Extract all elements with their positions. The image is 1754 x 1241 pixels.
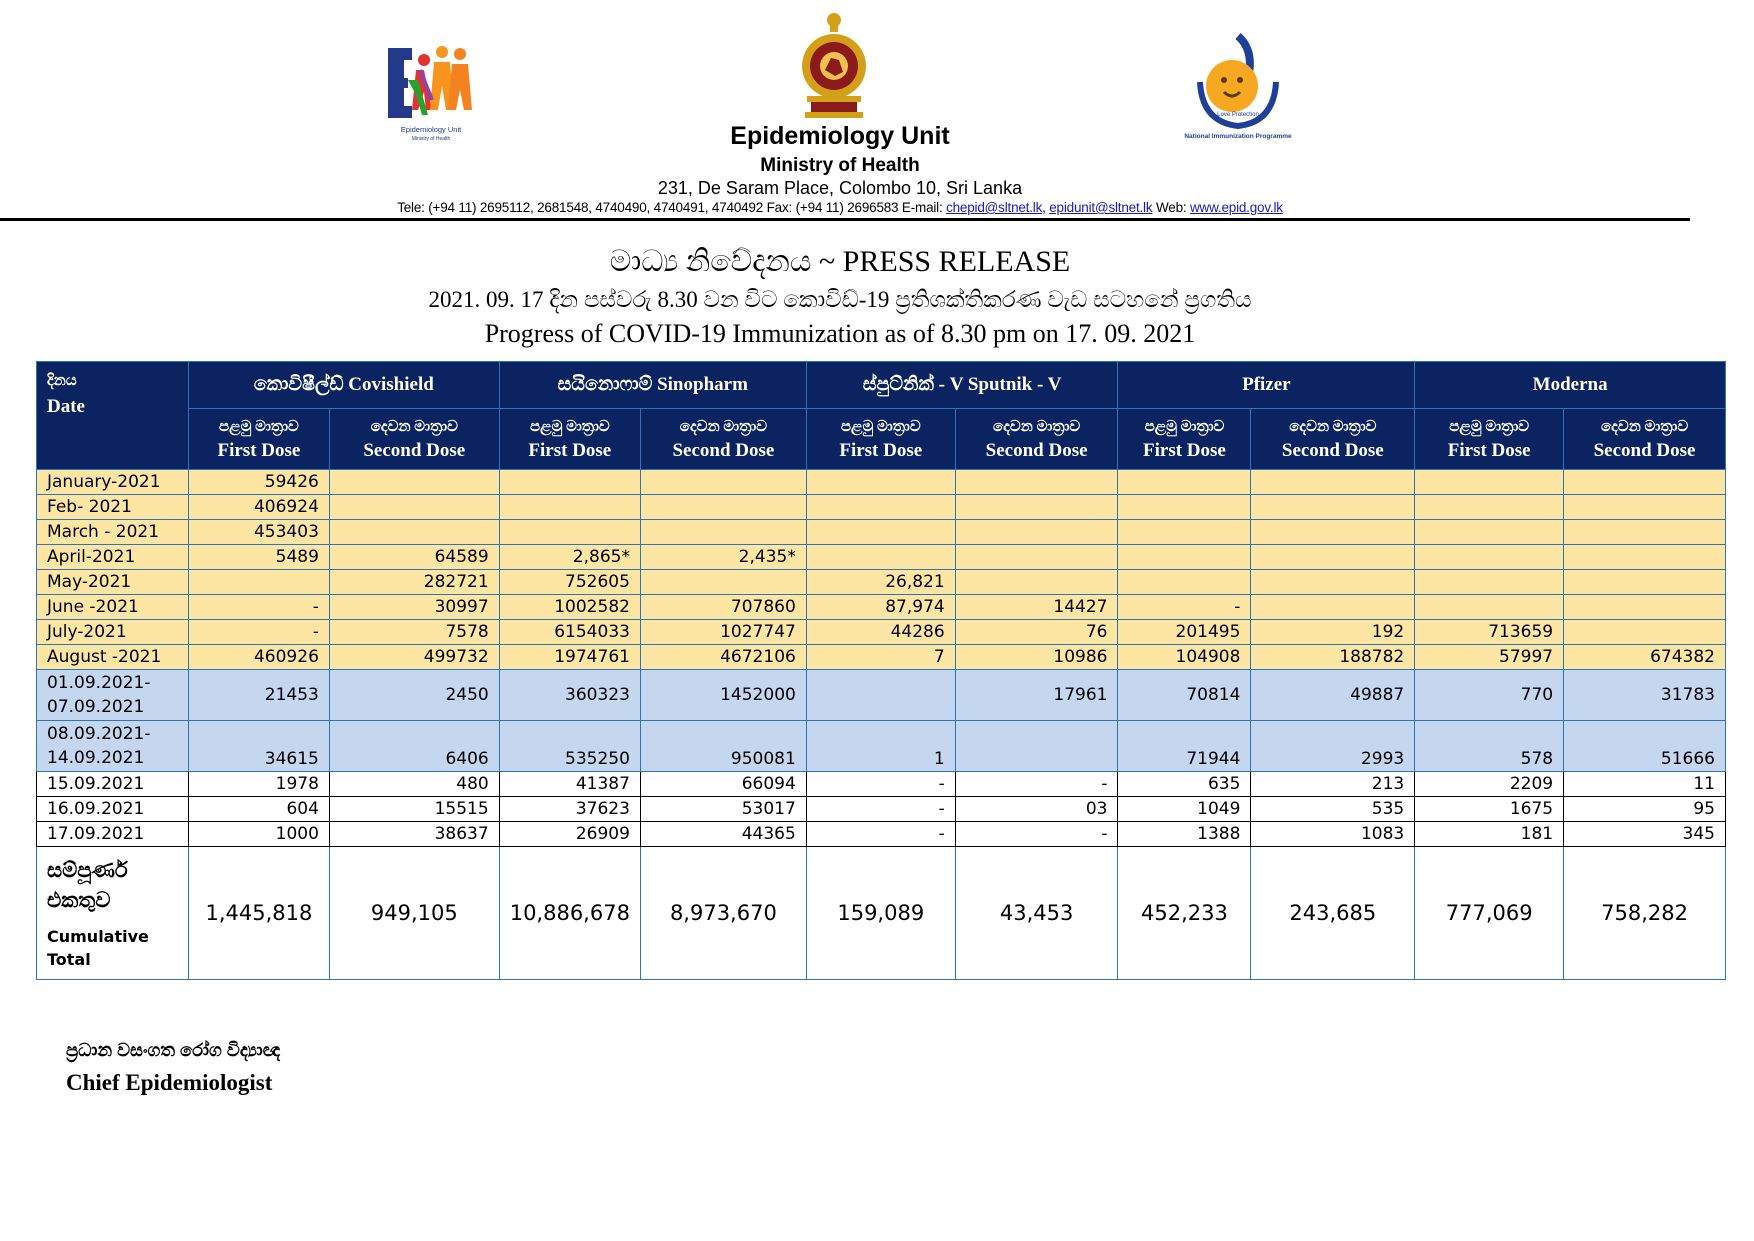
dose-count-cell: 674382 xyxy=(1564,645,1726,670)
dose-count-cell: 26909 xyxy=(499,822,640,847)
cumulative-total-label xyxy=(37,847,189,980)
table-row xyxy=(37,797,1726,822)
row-date: April-2021 xyxy=(37,545,189,570)
dose-count-cell xyxy=(1251,595,1415,620)
dose-count-cell xyxy=(329,520,499,545)
dose-count-cell xyxy=(1415,570,1564,595)
dose-count-cell: 7578 xyxy=(329,620,499,645)
dose-count-cell: 770 xyxy=(1415,670,1564,721)
dose-count-cell: - xyxy=(806,822,955,847)
dose-count-cell xyxy=(1415,520,1564,545)
ministry-name: Ministry of Health xyxy=(760,155,920,176)
table-row xyxy=(37,495,1726,520)
dose-count-cell: 7 xyxy=(806,645,955,670)
dose-count-cell: 1002582 xyxy=(499,595,640,620)
dose-count-cell xyxy=(1118,495,1251,520)
dose-label-en: Second Dose xyxy=(363,440,466,461)
dose-count-cell: 51666 xyxy=(1564,721,1726,772)
dose-label-si: පළමු මාත්‍රාව xyxy=(840,419,921,435)
dose-count-cell: 1978 xyxy=(188,772,329,797)
dose-count-cell: 30997 xyxy=(329,595,499,620)
dose-label-en: First Dose xyxy=(839,440,923,461)
web-label: Web: xyxy=(1152,200,1190,215)
dose-count-cell: - xyxy=(806,797,955,822)
dose-label-si: දෙවන මාත්‍රාව xyxy=(1600,419,1689,435)
dose-count-cell: 59426 xyxy=(188,470,329,495)
dose-count-cell xyxy=(1415,470,1564,495)
dose-count-cell: 03 xyxy=(955,797,1118,822)
dose-count-cell: 535250 xyxy=(499,721,640,772)
dose-count-cell: 11 xyxy=(1564,772,1726,797)
row-date-end: 07.09.2021 xyxy=(47,697,145,717)
dose-count-cell: 360323 xyxy=(499,670,640,721)
dose-count-cell: 188782 xyxy=(1251,645,1415,670)
table-row xyxy=(37,570,1726,595)
dose-count-cell xyxy=(955,570,1118,595)
dose-count-cell: 2209 xyxy=(1415,772,1564,797)
dose-count-cell: 87,974 xyxy=(806,595,955,620)
dose-count-cell: - xyxy=(1118,595,1251,620)
dose-count-cell: 64589 xyxy=(329,545,499,570)
dose-count-cell xyxy=(806,520,955,545)
table-row xyxy=(37,670,1726,721)
dose-count-cell: 707860 xyxy=(640,595,806,620)
vaccine-header-sputnik: ස්පුට්නික් - V Sputnik - V xyxy=(806,362,1118,409)
dose-count-cell: 10986 xyxy=(955,645,1118,670)
dose-count-cell: 213 xyxy=(1251,772,1415,797)
dose-count-cell: 38637 xyxy=(329,822,499,847)
dose-count-cell: 406924 xyxy=(188,495,329,520)
immunization-table xyxy=(36,361,1726,980)
table-row xyxy=(37,645,1726,670)
total-label-en: Cumulative Total xyxy=(47,927,149,969)
dose-count-cell: 4672106 xyxy=(640,645,806,670)
dose-label-si: පළමු මාත්‍රාව xyxy=(219,419,299,435)
table-row xyxy=(37,620,1726,645)
dose-count-cell xyxy=(1564,495,1726,520)
dose-count-cell: - xyxy=(188,595,329,620)
dose-count-cell: 26,821 xyxy=(806,570,955,595)
dose-label-si: දෙවන මාත්‍රාව xyxy=(992,419,1081,435)
dose-count-cell: 17961 xyxy=(955,670,1118,721)
dose-count-cell xyxy=(1564,570,1726,595)
address: 231, De Saram Place, Colombo 10, Sri Lanka xyxy=(657,178,1023,198)
organization-name: Epidemiology Unit xyxy=(730,122,950,150)
dose-count-cell: 181 xyxy=(1415,822,1564,847)
dose-count-cell xyxy=(1251,495,1415,520)
dose-count-cell: - xyxy=(955,822,1118,847)
dose-count-cell: - xyxy=(188,620,329,645)
row-date: 16.09.2021 xyxy=(37,797,189,822)
dose-count-cell xyxy=(640,520,806,545)
dose-count-cell: 282721 xyxy=(329,570,499,595)
dose-count-cell xyxy=(1564,595,1726,620)
dose-header-first xyxy=(1118,409,1251,470)
dose-count-cell: 21453 xyxy=(188,670,329,721)
dose-count-cell: 1083 xyxy=(1251,822,1415,847)
dose-count-cell: 37623 xyxy=(499,797,640,822)
dose-label-si: පළමු මාත්‍රාව xyxy=(1144,419,1225,435)
dose-label-si: පළමු මාත්‍රාව xyxy=(1449,419,1530,435)
dose-count-cell xyxy=(499,520,640,545)
dose-count-cell: 460926 xyxy=(188,645,329,670)
dose-count-cell xyxy=(955,545,1118,570)
logo-caption: Epidemiology Unit xyxy=(400,125,462,134)
row-date: 17.09.2021 xyxy=(37,822,189,847)
sri-lanka-emblem xyxy=(797,10,871,120)
row-date xyxy=(37,721,189,772)
dose-count-cell xyxy=(1251,570,1415,595)
dose-count-cell: 31783 xyxy=(1564,670,1726,721)
row-date: July-2021 xyxy=(37,620,189,645)
dose-header-second xyxy=(1251,409,1415,470)
dose-header-first xyxy=(806,409,955,470)
dose-count-cell xyxy=(806,670,955,721)
vaccine-header-moderna: Moderna xyxy=(1415,362,1726,409)
dose-count-cell xyxy=(188,570,329,595)
total-value-cell: 949,105 xyxy=(329,847,499,980)
dose-count-cell: 5489 xyxy=(188,545,329,570)
dose-count-cell xyxy=(329,470,499,495)
dose-count-cell xyxy=(1118,545,1251,570)
dose-count-cell: 57997 xyxy=(1415,645,1564,670)
dose-count-cell: 2,435* xyxy=(640,545,806,570)
row-date-start: 01.09.2021- xyxy=(47,673,151,693)
dose-count-cell xyxy=(499,495,640,520)
row-date-end: 14.09.2021 xyxy=(47,748,145,768)
dose-count-cell: 2450 xyxy=(329,670,499,721)
row-date: March - 2021 xyxy=(37,520,189,545)
dose-count-cell xyxy=(955,721,1118,772)
dose-count-cell xyxy=(640,470,806,495)
dose-label-si: පළමු මාත්‍රාව xyxy=(529,419,610,435)
dose-count-cell xyxy=(1564,470,1726,495)
dose-count-cell xyxy=(955,520,1118,545)
dose-count-cell xyxy=(955,470,1118,495)
table-row xyxy=(37,721,1726,772)
table-row xyxy=(37,822,1726,847)
dose-count-cell: 1675 xyxy=(1415,797,1564,822)
logo-tagline: Love Protection xyxy=(1217,112,1259,118)
dose-header-first xyxy=(188,409,329,470)
dose-count-cell: 2993 xyxy=(1251,721,1415,772)
cumulative-total-row xyxy=(37,847,1726,980)
dose-label-en: First Dose xyxy=(1447,440,1531,461)
header-divider xyxy=(0,218,1690,221)
dose-count-cell: 1 xyxy=(806,721,955,772)
vaccine-header-pfizer: Pfizer xyxy=(1118,362,1415,409)
dose-header-second xyxy=(640,409,806,470)
dose-count-cell: 635 xyxy=(1118,772,1251,797)
dose-count-cell xyxy=(1118,470,1251,495)
dose-count-cell: 49887 xyxy=(1251,670,1415,721)
vaccine-header-covishield: කොවිෂීල්ඩ් Covishield xyxy=(188,362,499,409)
email-separator: , xyxy=(1042,200,1050,215)
dose-label-en: Second Dose xyxy=(1281,440,1384,461)
table-row xyxy=(37,470,1726,495)
total-value-cell: 1,445,818 xyxy=(188,847,329,980)
dose-count-cell: 70814 xyxy=(1118,670,1251,721)
dose-count-cell: 535 xyxy=(1251,797,1415,822)
dose-count-cell xyxy=(1251,545,1415,570)
dose-count-cell: 713659 xyxy=(1415,620,1564,645)
dose-count-cell xyxy=(1415,545,1564,570)
table-row xyxy=(37,545,1726,570)
total-value-cell: 777,069 xyxy=(1415,847,1564,980)
row-date: May-2021 xyxy=(37,570,189,595)
row-date: June -2021 xyxy=(37,595,189,620)
dose-count-cell: 15515 xyxy=(329,797,499,822)
dose-count-cell: - xyxy=(806,772,955,797)
dose-header-first xyxy=(499,409,640,470)
row-date-start: 08.09.2021- xyxy=(47,724,151,744)
dose-count-cell: 201495 xyxy=(1118,620,1251,645)
dose-header-second xyxy=(329,409,499,470)
dose-header-second xyxy=(1564,409,1726,470)
dose-count-cell xyxy=(1118,520,1251,545)
row-date: Feb- 2021 xyxy=(37,495,189,520)
dose-count-cell xyxy=(1251,520,1415,545)
dose-count-cell: 53017 xyxy=(640,797,806,822)
dose-count-cell: 14427 xyxy=(955,595,1118,620)
dose-label-si: දෙවන මාත්‍රාව xyxy=(370,419,458,435)
dose-count-cell xyxy=(806,470,955,495)
dose-count-cell: 66094 xyxy=(640,772,806,797)
dose-count-cell xyxy=(640,570,806,595)
signature-title-si: ප්‍රධාන වසංගත රෝග විද්‍යාඥ xyxy=(66,1040,281,1060)
dose-count-cell: 192 xyxy=(1251,620,1415,645)
total-value-cell: 8,973,670 xyxy=(640,847,806,980)
dose-count-cell: 76 xyxy=(955,620,1118,645)
dose-label-en: Second Dose xyxy=(1593,440,1696,461)
dose-count-cell xyxy=(806,495,955,520)
dose-label-en: First Dose xyxy=(1143,440,1226,461)
email-link-2[interactable]: epidunit@sltnet.lk xyxy=(1049,200,1153,215)
dose-count-cell: 6154033 xyxy=(499,620,640,645)
date-column-header xyxy=(37,362,189,470)
dose-count-cell: 480 xyxy=(329,772,499,797)
row-date: 15.09.2021 xyxy=(37,772,189,797)
dose-count-cell xyxy=(1564,545,1726,570)
row-date: January-2021 xyxy=(37,470,189,495)
dose-count-cell: 6406 xyxy=(329,721,499,772)
press-release-title: මාධ්‍ය නිවේදනය ~ PRESS RELEASE xyxy=(609,245,1071,278)
table-row xyxy=(37,520,1726,545)
dose-count-cell xyxy=(1564,620,1726,645)
dose-label-si: දෙවන මාත්‍රාව xyxy=(1289,419,1377,435)
dose-count-cell: 1452000 xyxy=(640,670,806,721)
dose-count-cell xyxy=(1415,595,1564,620)
total-value-cell: 43,453 xyxy=(955,847,1118,980)
dose-count-cell xyxy=(1415,495,1564,520)
email-link-1[interactable]: chepid@sltnet.lk xyxy=(946,200,1043,215)
dose-count-cell: 499732 xyxy=(329,645,499,670)
vaccine-header-sinopharm: සයිනොෆාම් Sinopharm xyxy=(499,362,806,409)
dose-count-cell xyxy=(955,495,1118,520)
dose-label-en: First Dose xyxy=(528,440,612,461)
dose-count-cell: 1974761 xyxy=(499,645,640,670)
row-date: August -2021 xyxy=(37,645,189,670)
dose-label-en: Second Dose xyxy=(985,440,1088,461)
total-value-cell: 159,089 xyxy=(806,847,955,980)
dose-count-cell: 104908 xyxy=(1118,645,1251,670)
dose-count-cell: 950081 xyxy=(640,721,806,772)
dose-count-cell: 1049 xyxy=(1118,797,1251,822)
table-row xyxy=(37,772,1726,797)
dose-count-cell: 578 xyxy=(1415,721,1564,772)
dose-header-second xyxy=(955,409,1118,470)
total-value-cell: 452,233 xyxy=(1118,847,1251,980)
total-value-cell: 758,282 xyxy=(1564,847,1726,980)
dose-count-cell: 44365 xyxy=(640,822,806,847)
dose-count-cell xyxy=(640,495,806,520)
dose-count-cell: - xyxy=(955,772,1118,797)
row-date xyxy=(37,670,189,721)
dose-count-cell xyxy=(329,495,499,520)
dose-count-cell: 71944 xyxy=(1118,721,1251,772)
total-label-si: සම්පූර්ණ එකතුව xyxy=(47,858,128,912)
contact-phone-fax: Tele: (+94 11) 2695112, 2681548, 4740490, 4740491, 4740492 Fax: (+94 11) 2696583 E-mail: xyxy=(397,200,947,215)
svg-text:Ministry of Health: Ministry of Health xyxy=(411,136,451,142)
dose-count-cell: 95 xyxy=(1564,797,1726,822)
dose-count-cell xyxy=(1564,520,1726,545)
date-header-si: දිනය xyxy=(47,373,77,389)
dose-count-cell: 1388 xyxy=(1118,822,1251,847)
total-value-cell: 10,886,678 xyxy=(499,847,640,980)
subtitle-sinhala: 2021. 09. 17 දින පස්වරු 8.30 වන විට කොවිඩ්-19 ප්‍රතිශක්තිකරණ වැඩ සටහනේ ප්‍රගතිය xyxy=(428,287,1252,312)
dose-count-cell: 604 xyxy=(188,797,329,822)
web-link[interactable]: www.epid.gov.lk xyxy=(1190,200,1283,215)
dose-count-cell: 345 xyxy=(1564,822,1726,847)
dose-label-en: First Dose xyxy=(217,440,301,461)
logo-caption-right: National Immunization Programme xyxy=(1184,133,1292,140)
dose-count-cell xyxy=(806,545,955,570)
signature-title-en: Chief Epidemiologist xyxy=(66,1070,273,1095)
dose-label-en: Second Dose xyxy=(672,440,775,461)
contact-line xyxy=(0,200,1680,215)
dose-count-cell xyxy=(1251,470,1415,495)
table-row xyxy=(37,595,1726,620)
total-value-cell: 243,685 xyxy=(1251,847,1415,980)
dose-count-cell: 41387 xyxy=(499,772,640,797)
dose-count-cell: 752605 xyxy=(499,570,640,595)
dose-header-first xyxy=(1415,409,1564,470)
dose-count-cell: 1027747 xyxy=(640,620,806,645)
dose-count-cell: 453403 xyxy=(188,520,329,545)
dose-count-cell: 1000 xyxy=(188,822,329,847)
dose-label-si: දෙවන මාත්‍රාව xyxy=(679,419,767,435)
dose-count-cell xyxy=(1118,570,1251,595)
date-header-en: Date xyxy=(47,396,85,417)
dose-count-cell: 44286 xyxy=(806,620,955,645)
dose-count-cell: 34615 xyxy=(188,721,329,772)
subtitle-english: Progress of COVID-19 Immunization as of 8.30 pm on 17. 09. 2021 xyxy=(484,319,1196,348)
dose-count-cell: 2,865* xyxy=(499,545,640,570)
dose-count-cell xyxy=(499,470,640,495)
